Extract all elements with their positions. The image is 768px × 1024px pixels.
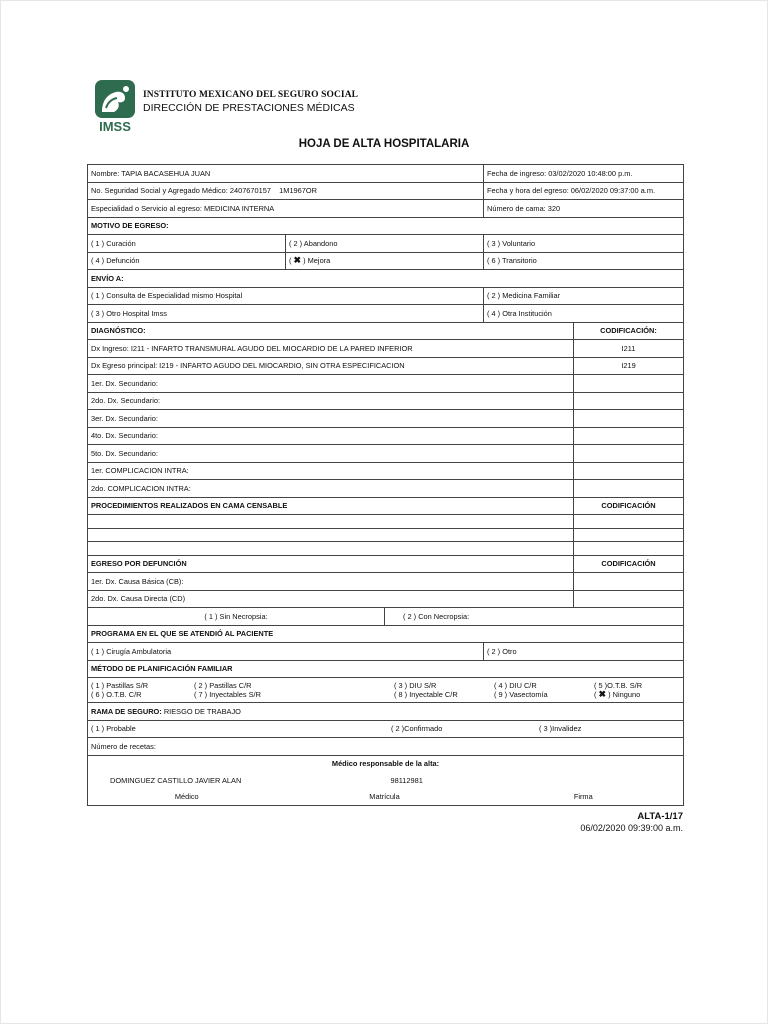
rama-options	[88, 720, 684, 738]
diagnosis-code	[574, 445, 684, 463]
diagnosis-row	[88, 375, 684, 393]
imss-logo	[92, 78, 138, 136]
form-row	[88, 590, 684, 608]
diagnosis-code	[574, 410, 684, 428]
diagnosis-code	[574, 427, 684, 445]
pf-option: ( 1 ) Pastillas S/R	[91, 681, 149, 690]
pf-option: ( 5 )O.T.B. S/R	[594, 681, 643, 690]
rama-seguro	[88, 703, 684, 721]
form-row	[88, 200, 684, 218]
pf-option: ( 8 ) Inyectable C/R	[394, 690, 458, 699]
checked-mark-icon: ✖	[598, 690, 607, 699]
con-necropsia	[385, 608, 684, 626]
medico-matricula: 98112981	[385, 772, 684, 789]
form-code: ALTA-1/17	[637, 811, 683, 822]
diagnosis-row	[88, 410, 684, 428]
motivo-heading: MOTIVO DE EGRESO:	[88, 217, 684, 235]
bed-number: Número de cama: 320	[484, 200, 684, 218]
envio-otro-hospital: ( 3 ) Otro Hospital Imss	[88, 305, 484, 323]
planificacion-heading: MÉTODO DE PLANIFICACIÓN FAMILIAR	[88, 660, 684, 678]
option-curacion: ( 1 ) Curación	[88, 235, 286, 253]
empty-row	[88, 542, 684, 556]
diagnosis-row	[88, 392, 684, 410]
empty-row	[88, 528, 684, 542]
envio-consulta: ( 1 ) Consulta de Especialidad mismo Hospital	[88, 287, 484, 305]
form-row	[88, 497, 684, 515]
option-abandono: ( 2 ) Abandono	[286, 235, 484, 253]
diagnosis-row	[88, 427, 684, 445]
print-timestamp: 06/02/2020 09:39:00 a.m.	[580, 823, 683, 833]
defuncion-code-heading: CODIFICACIÓN	[574, 555, 684, 573]
envio-otra-institucion: ( 4 ) Otra Institución	[484, 305, 684, 323]
form-row	[88, 772, 684, 789]
form-row	[88, 252, 684, 270]
form-row	[88, 165, 684, 183]
direction-name: DIRECCIÓN DE PRESTACIONES MÉDICAS	[143, 102, 355, 114]
discharge-form	[87, 164, 684, 806]
form-row	[88, 287, 684, 305]
form-row	[88, 322, 684, 340]
form-row	[88, 678, 684, 703]
diagnosis-code: I211	[574, 340, 684, 358]
diagnosis-label: 2do. COMPLICACION INTRA:	[88, 480, 574, 498]
option-mejora	[286, 252, 484, 270]
institution-name: INSTITUTO MEXICANO DEL SEGURO SOCIAL	[143, 90, 359, 100]
paren-open: (	[289, 256, 292, 266]
defuncion-heading: EGRESO POR DEFUNCIÓN	[88, 555, 574, 573]
document-title: HOJA DE ALTA HOSPITALARIA	[298, 138, 470, 150]
logo-text: IMSS	[99, 119, 131, 134]
empty-row	[88, 515, 684, 529]
pf-option: ( 3 ) DIU S/R	[394, 681, 437, 690]
numero-recetas: Número de recetas:	[88, 738, 684, 756]
medico-heading: Médico responsable de la alta:	[88, 755, 684, 772]
diagnostico-heading: DIAGNÓSTICO:	[88, 322, 574, 340]
checked-mark-icon: ✖	[293, 255, 302, 266]
pf-option: ( 9 ) Vasectomía	[494, 690, 548, 699]
programa-cirugia: ( 1 ) Cirugía Ambulatoria	[88, 643, 484, 661]
mejora-label: ) Mejora	[303, 256, 331, 266]
planificacion-options	[91, 681, 680, 699]
diagnosis-row	[88, 357, 684, 375]
medico-name: DOMINGUEZ CASTILLO JAVIER ALAN	[88, 772, 385, 789]
pf-option: ( 2 ) Pastillas C/R	[194, 681, 252, 690]
procedimientos-code-heading: CODIFICACIÓN	[574, 497, 684, 515]
form-row	[88, 789, 684, 806]
diagnosis-code: I219	[574, 357, 684, 375]
form-row	[88, 720, 684, 738]
admission-date: Fecha de ingreso: 03/02/2020 10:48:00 p.m.	[484, 165, 684, 183]
codificacion-heading: CODIFICACIÓN:	[574, 322, 684, 340]
envio-heading: ENVÍO A:	[88, 270, 684, 288]
discharge-date: Fecha y hora del egreso: 06/02/2020 09:37:00 a.m.	[484, 182, 684, 200]
causa-basica: 1er. Dx. Causa Básica (CB):	[88, 573, 574, 591]
rama-heading: RAMA DE SEGURO:	[91, 706, 162, 716]
rama-invalidez: ( 3 )Invalidez	[539, 724, 582, 734]
pf-option: ( 6 ) O.T.B. C/R	[91, 690, 142, 699]
option-transitorio: ( 6 ) Transitorio	[484, 252, 684, 270]
pf-option: ( 4 ) DIU C/R	[494, 681, 537, 690]
causa-directa: 2do. Dx. Causa Directa (CD)	[88, 590, 574, 608]
paren-open: (	[594, 690, 597, 699]
diagnosis-label: Dx Egreso principal: I219 - INFARTO AGUDO DEL MIOCARDIO, SIN OTRA ESPECIFICACION	[88, 357, 574, 375]
diagnosis-label: Dx Ingreso: I211 - INFARTO TRANSMURAL AGUDO DEL MIOCARDIO DE LA PARED INFERIOR	[88, 340, 574, 358]
diagnosis-label: 3er. Dx. Secundario:	[88, 410, 574, 428]
diagnosis-code	[574, 480, 684, 498]
form-row	[88, 643, 684, 661]
label-medico: Médico	[88, 789, 286, 806]
specialty: Especialidad o Servicio al egreso: MEDICINA INTERNA	[88, 200, 484, 218]
form-row	[88, 555, 684, 573]
pf-option: ( 7 ) Inyectables S/R	[194, 690, 261, 699]
label-matricula: Matrícula	[286, 789, 484, 806]
form-row	[88, 305, 684, 323]
rama-confirmado: ( 2 )Confirmado	[391, 724, 443, 734]
diagnosis-label: 5to. Dx. Secundario:	[88, 445, 574, 463]
diagnosis-row	[88, 480, 684, 498]
diagnosis-code	[574, 392, 684, 410]
sin-necropsia: ( 1 ) Sin Necropsia:	[88, 608, 385, 626]
form-row	[88, 235, 684, 253]
diagnosis-label: 2do. Dx. Secundario:	[88, 392, 574, 410]
envio-medicina-familiar: ( 2 ) Medicina Familiar	[484, 287, 684, 305]
form-row	[88, 608, 684, 626]
form-row	[88, 703, 684, 721]
option-voluntario: ( 3 ) Voluntario	[484, 235, 684, 253]
diagnosis-label: 1er. Dx. Secundario:	[88, 375, 574, 393]
option-defuncion: ( 4 ) Defunción	[88, 252, 286, 270]
procedimientos-heading: PROCEDIMIENTOS REALIZADOS EN CAMA CENSABLE	[88, 497, 574, 515]
programa-otro: ( 2 ) Otro	[484, 643, 684, 661]
pf-option-ninguno	[594, 690, 680, 699]
rama-value: RIESGO DE TRABAJO	[163, 706, 241, 716]
ninguno-label: ) Ninguno	[608, 690, 641, 699]
form-row	[88, 182, 684, 200]
diagnosis-label: 4to. Dx. Secundario:	[88, 427, 574, 445]
diagnosis-code	[574, 375, 684, 393]
rama-probable: ( 1 ) Probable	[91, 724, 136, 734]
label-firma: Firma	[484, 789, 684, 806]
diagnosis-row	[88, 462, 684, 480]
diagnosis-label: 1er. COMPLICACION INTRA:	[88, 462, 574, 480]
con-necropsia-label: ( 2 ) Con Necropsia:	[403, 611, 470, 621]
diagnosis-row	[88, 340, 684, 358]
diagnosis-code	[574, 462, 684, 480]
programa-heading: PROGRAMA EN EL QUE SE ATENDIÓ AL PACIENTE	[88, 625, 684, 643]
diagnosis-row	[88, 445, 684, 463]
social-security-number: No. Seguridad Social y Agregado Médico: 2407670157 1M1967OR	[88, 182, 484, 200]
patient-name: Nombre: TAPIA BACASEHUA JUAN	[88, 165, 484, 183]
form-row	[88, 573, 684, 591]
